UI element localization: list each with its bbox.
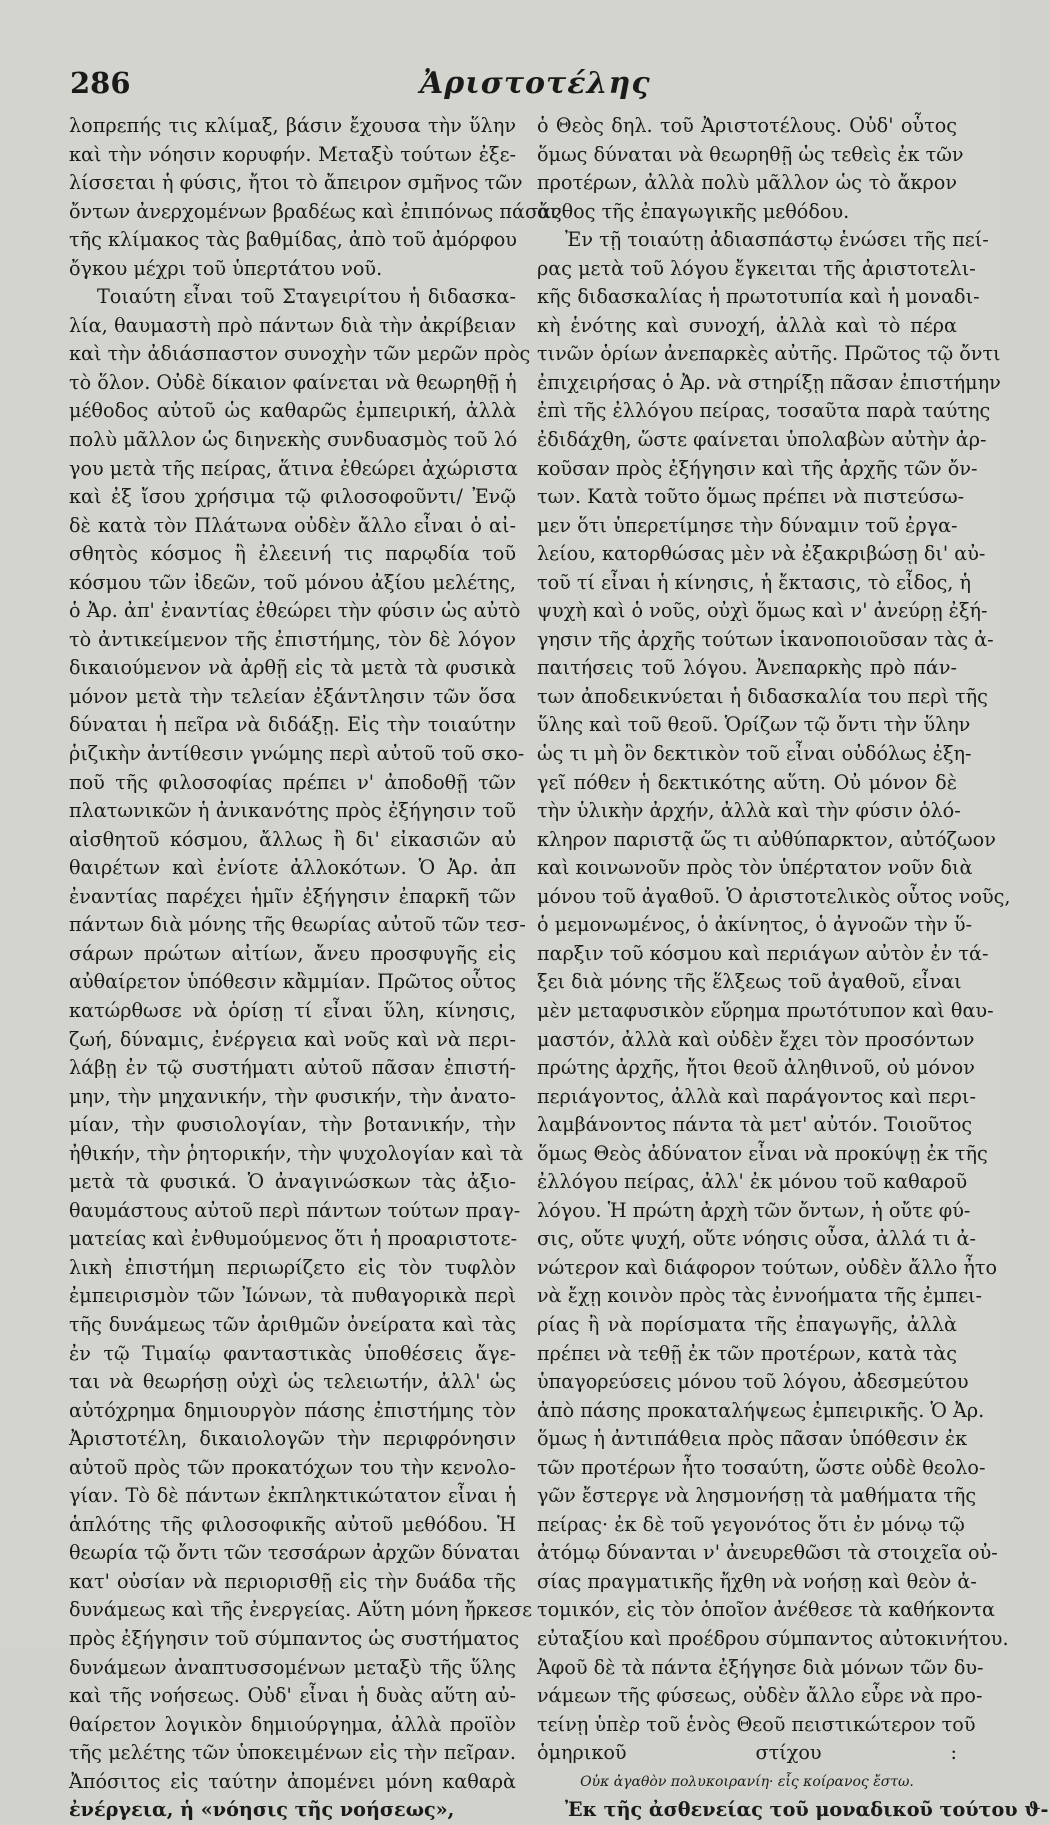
text-line: νὰ ἔχῃ κοινὸν πρὸς τὰς ἐννοήματα τῆς ἐμπει- [537,1284,983,1308]
text-line: λικὴ ἐπιστήμη περιωρίζετο εἰς τὸν τυφλὸν [69,1255,516,1279]
text-line: μην, τὴν μηχανικήν, τὴν φυσικήν, τὴν ἀνατο- [69,1084,516,1108]
text-line: παιτήσεις τοῦ λόγου. Ἀνεπαρκὴς πρὸ πάν- [537,656,957,680]
text-line: γίαν. Τὸ δὲ πάντων ἐκπληκτικώτατον εἶναι ἡ [69,1484,516,1508]
text-line: προτέρων, ἀλλὰ πολὺ μᾶλλον ὡς τὸ ἄκρον [537,171,957,195]
text-line: κατώρθωσε νὰ ὁρίσῃ τί εἶναι ὕλη, κίνησις, [69,998,516,1022]
text-line: τῆς μελέτης τῶν ὑποκειμένων εἰς τὴν πεῖραν. [69,1741,516,1765]
text-line: κῆς διδασκαλίας ἡ πρωτοτυπία καὶ ἡ μοναδι- [537,285,980,309]
text-line: ὁ Θεὸς δηλ. τοῦ Ἀριστοτέλους. Οὐδ' οὗτος [537,114,957,137]
text-line: γῶν ἔστεργε νὰ λησμονήσῃ τὰ μαθήματα τῆς [537,1484,977,1508]
text-line: τείνῃ ὑπὲρ τοῦ ἑνὸς Θεοῦ πειστικώτερον τοῦ [537,1712,976,1736]
text-line: λείου, κατορθώσας μὲν νὰ ἐξακριβώσῃ δι' αὐ- [537,542,986,566]
text-line: τὸ ἀντικείμενον τῆς ἐπιστήμης, τὸν δὲ λόγον [69,627,516,651]
text-line: ματείας καὶ ἐνθυμούμενος ὅτι ἡ προαριστοτε- [69,1227,518,1251]
text-line: ὅμως ἡ ἀντιπάθεια πρὸς πᾶσαν ὑπόθεσιν ἐκ [537,1427,968,1451]
homeric-epigraph: Οὐκ ἀγαθὸν πολυκοιρανίη· εἷς κοίρανος ἔστω. [580,1773,914,1790]
text-line: μετὰ τὰ φυσικά. Ὁ ἀναγινώσκων τὰς ἀξιο- [69,1170,516,1194]
text-line: τῶν προτέρων ἦτο τοσαύτη, ὥστε οὐδὲ θεολο- [537,1455,986,1479]
text-line: πείρας· ἐκ δὲ τοῦ γεγονότος ὅτι ἐν μόνῳ τῷ [537,1512,965,1536]
text-line: τὸ ὅλον. Οὐδὲ δίκαιον φαίνεται νὰ θεωρηθῇ ἡ [69,370,517,394]
text-line: λοπρεπής τις κλίμαξ, βάσιν ἔχουσα τὴν ὕλην [69,114,516,137]
right-text-column [537,112,1049,1825]
page-header [70,66,950,116]
text-line: νάμεων τῆς φύσεως, οὐδὲν ἄλλο εὗρε νὰ προ- [537,1684,983,1708]
text-line: γεῖ πόθεν ἡ δεκτικότης αὕτη. Οὐ μόνον δὲ [537,770,957,794]
text-line: ξει διὰ μόνης τῆς ἕλξεως τοῦ ἀγαθοῦ, εἶναι [537,970,962,994]
text-line: μὲν μεταφυσικὸν εὕρημα πρωτότυπον καὶ θαυ- [537,998,994,1022]
text-line: καὶ τῆς νοήσεως. Οὐδ' εἶναι ἡ δυὰς αὕτη αὐ- [69,1684,516,1708]
text-line: σίας πραγματικῆς ἤχθη νὰ νοήσῃ καὶ θεὸν ἀ- [537,1569,977,1593]
text-line: ἄνθος τῆς ἐπαγωγικῆς μεθόδου. [537,199,850,223]
text-line: Ἀπόσιτος εἰς ταύτην ἀπομένει μόνη καθαρὰ [69,1769,516,1793]
text-line: ὅμως Θεὸς ἀδύνατον εἶναι νὰ προκύψῃ ἐκ τῆς [537,1141,988,1165]
text-line: αἰσθητοῦ κόσμου, ἄλλως ἢ δι' εἰκασιῶν αὐ [69,827,516,851]
text-line: ἐδιδάχθη, ὥστε φαίνεται ὑπολαβὼν αὐτὴν ἀρ- [537,428,987,452]
text-line: ὄντων ἀνερχομένων βραδέως καὶ ἐπιπόνως πάσας [69,199,562,223]
text-line: μίαν, τὴν φυσιολογίαν, τὴν βοτανικήν, τὴν [69,1113,516,1137]
text-line: πολὺ μᾶλλον ὡς διηνεκὴς συνδυασμὸς τοῦ λό [69,428,518,452]
text-line: αὐτοῦ πρὸς τῶν προκατόχων του τὴν κενολο- [69,1455,516,1479]
text-line: λαμβάνοντος πάντα τὰ μετ' αὐτόν. Τοιοῦτος [537,1113,973,1137]
text-line: ἐναντίας παρέχει ἡμῖν ἐξήγησιν ἐπαρκῆ τῶν [69,884,516,908]
text-line: κὴ ἑνότης καὶ συνοχή, ἀλλὰ καὶ τὸ πέρα [537,313,957,337]
text-line: ἐνέργεια, ἡ «νόησις τῆς νοήσεως», [69,1798,455,1822]
text-line: ψυχὴ καὶ ὁ νοῦς, οὐχὶ ὅμως καὶ ν' ἀνεύρῃ ἐξή- [537,599,988,623]
text-line: καὶ τὴν ἀδιάσπαστον συνοχὴν τῶν μερῶν πρὸς [69,342,531,366]
text-line: αὐθαίρετον ὑπόθεσιν κἂμμίαν. Πρῶτος οὗτος [69,970,516,994]
text-line: καὶ κοινωνοῦν πρὸς τὸν ὑπέρτατον νοῦν διὰ [537,856,973,880]
text-line: λόγου. Ἡ πρώτη ἀρχὴ τῶν ὄντων, ἡ οὔτε φύ- [537,1198,971,1222]
left-text-column [69,112,562,1825]
text-line: σάρων πρώτων αἰτίων, ἄνευ προσφυγῆς εἰς [69,941,516,965]
text-line: ἀπὸ πάσης προκαταλήψεως ἐμπειρικῆς. Ὁ Ἀρ. [537,1398,985,1422]
text-line: ὁ μεμονωμένος, ὁ ἀκίνητος, ὁ ἀγνοῶν τὴν ὕ- [537,913,973,937]
text-line: ται νὰ θεωρήσῃ οὐχὶ ὡς τελειωτήν, ἀλλ' ὡς [69,1370,516,1394]
text-line: μέθοδος αὐτοῦ ὡς καθαρῶς ἐμπειρική, ἀλλὰ [69,399,516,423]
closing-line: Ἐκ τῆς ἀσθενείας τοῦ μοναδικοῦ τούτου ϑ- [565,1798,1049,1822]
text-line: μεν ὅτι ὑπερετίμησε τὴν δύναμιν τοῦ ἐργα- [537,513,958,537]
page-number: 286 [70,66,131,100]
text-line: ἐν τῷ Τιμαίῳ φανταστικὰς ὑποθέσεις ἄγε- [69,1341,516,1365]
text-line: ζωή, δύναμις, ἐνέργεια καὶ νοῦς καὶ νὰ περι- [69,1027,516,1051]
text-line: κοῦσαν πρὸς ἐξήγησιν καὶ τῆς ἀρχῆς τῶν ὄν- [537,456,978,480]
text-line: τῆς κλίμακος τὰς βαθμίδας, ἀπὸ τοῦ ἀμόρφου [69,228,517,252]
text-line: πρὸς ἐξήγησιν τοῦ σύμπαντος ὡς συστήματος [69,1626,520,1650]
text-line: πρέπει νὰ τεθῇ ἐκ τῶν προτέρων, κατὰ τὰς [537,1341,957,1365]
text-line: ὑπαγορεύσεις μόνου τοῦ λόγου, ἀδεσμεύτου [537,1370,969,1394]
text-line: Ἐν τῇ τοιαύτῃ ἀδιασπάστῳ ἑνώσει τῆς πεί- [565,228,989,252]
text-line: μαστόν, ἀλλὰ καὶ οὐδὲν ἔχει τὸν προσόντων [537,1027,975,1051]
text-line: αὐτόχρημα δημιουργὸν πάσης ἐπιστήμης τὸν [69,1398,516,1422]
text-line: θαίρετον λογικὸν δημιούργημα, ἀλλὰ προϊὸν [69,1712,516,1736]
text-line: ἀτόμῳ δύνανται ν' ἀνευρεθῶσι τὰ στοιχεῖα οὐ- [537,1541,998,1565]
text-line: των ἀποδεικνύεται ἡ διδασκαλία του περὶ τῆς [537,684,988,708]
text-line: θεωρία τῷ ὄντι τῶν τεσσάρων ἀρχῶν δύναται [69,1541,521,1565]
text-line: ἠθικήν, τὴν ῥητορικήν, τὴν ψυχολογίαν καὶ τὰ [69,1141,524,1165]
text-line: λίσσεται ἡ φύσις, ἤτοι τὸ ἄπειρον σμῆνος τῶν [69,171,523,195]
text-line: Τοιαύτη εἶναι τοῦ Σταγειρίτου ἡ διδασκα- [97,285,516,309]
text-line: δὲ κατὰ τὸν Πλάτωνα οὐδὲν ἄλλο εἶναι ὁ αἰ- [69,513,516,537]
text-line: ῥιζικὴν ἀντίθεσιν γνώμης περὶ αὐτοῦ τοῦ σκο- [69,742,525,766]
text-line: πλατωνικῶν ἡ ἀνικανότης πρὸς ἐξήγησιν τοῦ [69,799,516,823]
text-line: κόσμου τῶν ἰδεῶν, τοῦ μόνου ἀξίου μελέτης, [69,570,516,594]
text-line: παρξιν τοῦ κόσμου καὶ περιάγων αὐτὸν ἐν τά- [537,941,989,965]
text-line: λάβῃ ἐν τῷ συστήματι αὐτοῦ πᾶσαν ἐπιστή- [69,1056,516,1080]
text-line: ὡς τι μὴ ὂν δεκτικὸν τοῦ εἶναι οὐδόλως ἐξη- [537,742,972,766]
text-line: μόνον μετὰ τὴν τελείαν ἐξάντλησιν τῶν ὅσα [69,684,516,708]
text-line: Ἀφοῦ δὲ τὰ πάντα ἐξήγησε διὰ μόνων τῶν δυ- [537,1655,984,1679]
text-line: ὄγκου μέχρι τοῦ ὑπερτάτου νοῦ. [69,256,383,280]
text-line: πάντων διὰ μόνης τῆς θεωρίας αὐτοῦ τῶν τεσ- [69,913,526,937]
text-line: τινῶν ὁρίων ἀνεπαρκὲς αὐτῆς. Πρῶτος τῷ ὄντι [537,342,1001,366]
text-line: ὕλης καὶ τοῦ θεοῦ. Ὁρίζων τῷ ὄντι τὴν ὕλην [537,713,971,737]
text-line: ἐπιχειρήσας ὁ Ἀρ. νὰ στηρίξῃ πᾶσαν ἐπιστήμην [537,370,1001,394]
text-line: καὶ τὴν νόησιν κορυφήν. Μεταξὺ τούτων ἐξε- [69,142,516,166]
text-line: ποῦ τῆς φιλοσοφίας πρέπει ν' ἀποδοθῇ τῶν [69,770,516,794]
text-line: κατ' οὐσίαν νὰ περιορισθῇ εἰς τὴν δυάδα τῆς [69,1569,516,1593]
text-line: ἐλλόγου πείρας, ἀλλ' ἐκ μόνου τοῦ καθαροῦ [537,1170,968,1194]
text-line: ὁ Ἀρ. ἀπ' ἐναντίας ἐθεώρει τὴν φύσιν ὡς αὐτὸ [69,599,521,623]
text-line: ἐπὶ τῆς ἐλλόγου πείρας, τοσαῦτα παρὰ ταύτης [537,399,991,423]
text-line: σις, οὔτε ψυχή, οὔτε νόησις οὖσα, ἀλλά τι ἀ- [537,1227,976,1251]
text-line: δυνάμεως καὶ τῆς ἐνεργείας. Αὕτη μόνη ἤρκεσε [69,1598,533,1622]
text-line: πρώτης ἀρχῆς, ἤτοι θεοῦ ἀληθινοῦ, οὐ μόνον [537,1056,975,1080]
text-line: μόνου τοῦ ἀγαθοῦ. Ὁ ἀριστοτελικὸς οὗτος νοῦς, [537,884,1011,908]
text-line: γου μετὰ τῆς πείρας, ἅτινα ἐθεώρει ἀχώριστα [69,456,518,480]
text-line: δικαιούμενον νὰ ἀρθῇ εἰς τὰ μετὰ τὰ φυσικὰ [69,656,516,680]
text-line: θαιρέτων καὶ ἐνίοτε ἀλλοκότων. Ὁ Ἀρ. ἀπ [69,856,516,880]
text-line: τομικόν, εἰς τὸν ὁποῖον ἀνέθεσε τὰ καθήκοντα [537,1598,995,1622]
text-line: εὐταξίου καὶ προέδρου σύμπαντος αὐτοκινήτου. [537,1626,1009,1650]
running-title: Ἀριστοτέλης [420,66,651,101]
text-line: λία, θαυμαστὴ πρὸ πάντων διὰ τὴν ἀκρίβειαν [69,313,516,337]
text-line: σθητὸς κόσμος ἢ ἐλεεινή τις παρῳδία τοῦ [69,542,516,566]
text-line: τοῦ τί εἶναι ἡ κίνησις, ἡ ἔκτασις, τὸ εἶδος, ἡ [537,570,972,594]
text-line: ἁπλότης τῆς φιλοσοφικῆς αὐτοῦ μεθόδου. Ἡ [69,1512,516,1536]
text-line: ὁμηρικοῦ στίχου : [537,1741,957,1765]
text-line: ὅμως δύναται νὰ θεωρηθῇ ὡς τεθεὶς ἐκ τῶν [537,142,964,166]
text-line: καὶ ἐξ ἴσου χρήσιμα τῷ φιλοσοφοῦντι/ Ἐνῷ [69,485,516,509]
text-line: περιάγοντος, ἀλλὰ καὶ παράγοντος καὶ περι- [537,1084,976,1108]
text-line: γησιν τῆς ἀρχῆς τούτων ἱκανοποιοῦσαν τὰς ἀ- [537,627,994,651]
text-line: Ἀριστοτέλη, δικαιολογῶν τὴν περιφρόνησιν [69,1427,516,1451]
text-line: ἐμπειρισμὸν τῶν Ἰώνων, τὰ πυθαγορικὰ περὶ [69,1284,516,1308]
text-line: τὴν ὑλικὴν ἀρχήν, ἀλλὰ καὶ τὴν φύσιν ὁλό- [537,799,961,823]
text-line: δύναται ἡ πεῖρα νὰ διδάξῃ. Εἰς τὴν τοιαύτην [69,713,516,737]
text-line: κληρον παριστᾷ ὥς τι αὐθύπαρκτον, αὐτόζωον [537,827,996,851]
text-line: ρίας ἢ νὰ πορίσματα τῆς ἐπαγωγῆς, ἀλλὰ [537,1312,957,1336]
text-line: ρας μετὰ τοῦ λόγου ἔγκειται τῆς ἀριστοτελι- [537,256,976,280]
text-line: τῆς δυνάμεως τῶν ἀριθμῶν ὀνείρατα καὶ τὰς [69,1312,516,1336]
text-line: θαυμάστους αὐτοῦ περὶ πάντων τούτων πραγ- [69,1198,521,1222]
text-line: των. Κατὰ τοῦτο ὅμως πρέπει νὰ πιστεύσω- [537,485,965,509]
text-line: νώτερον καὶ διάφορον τούτων, οὐδὲν ἄλλο ἦτο [537,1255,998,1279]
text-line: δυνάμεων ἀναπτυσσομένων μεταξὺ τῆς ὕλης [69,1655,516,1679]
